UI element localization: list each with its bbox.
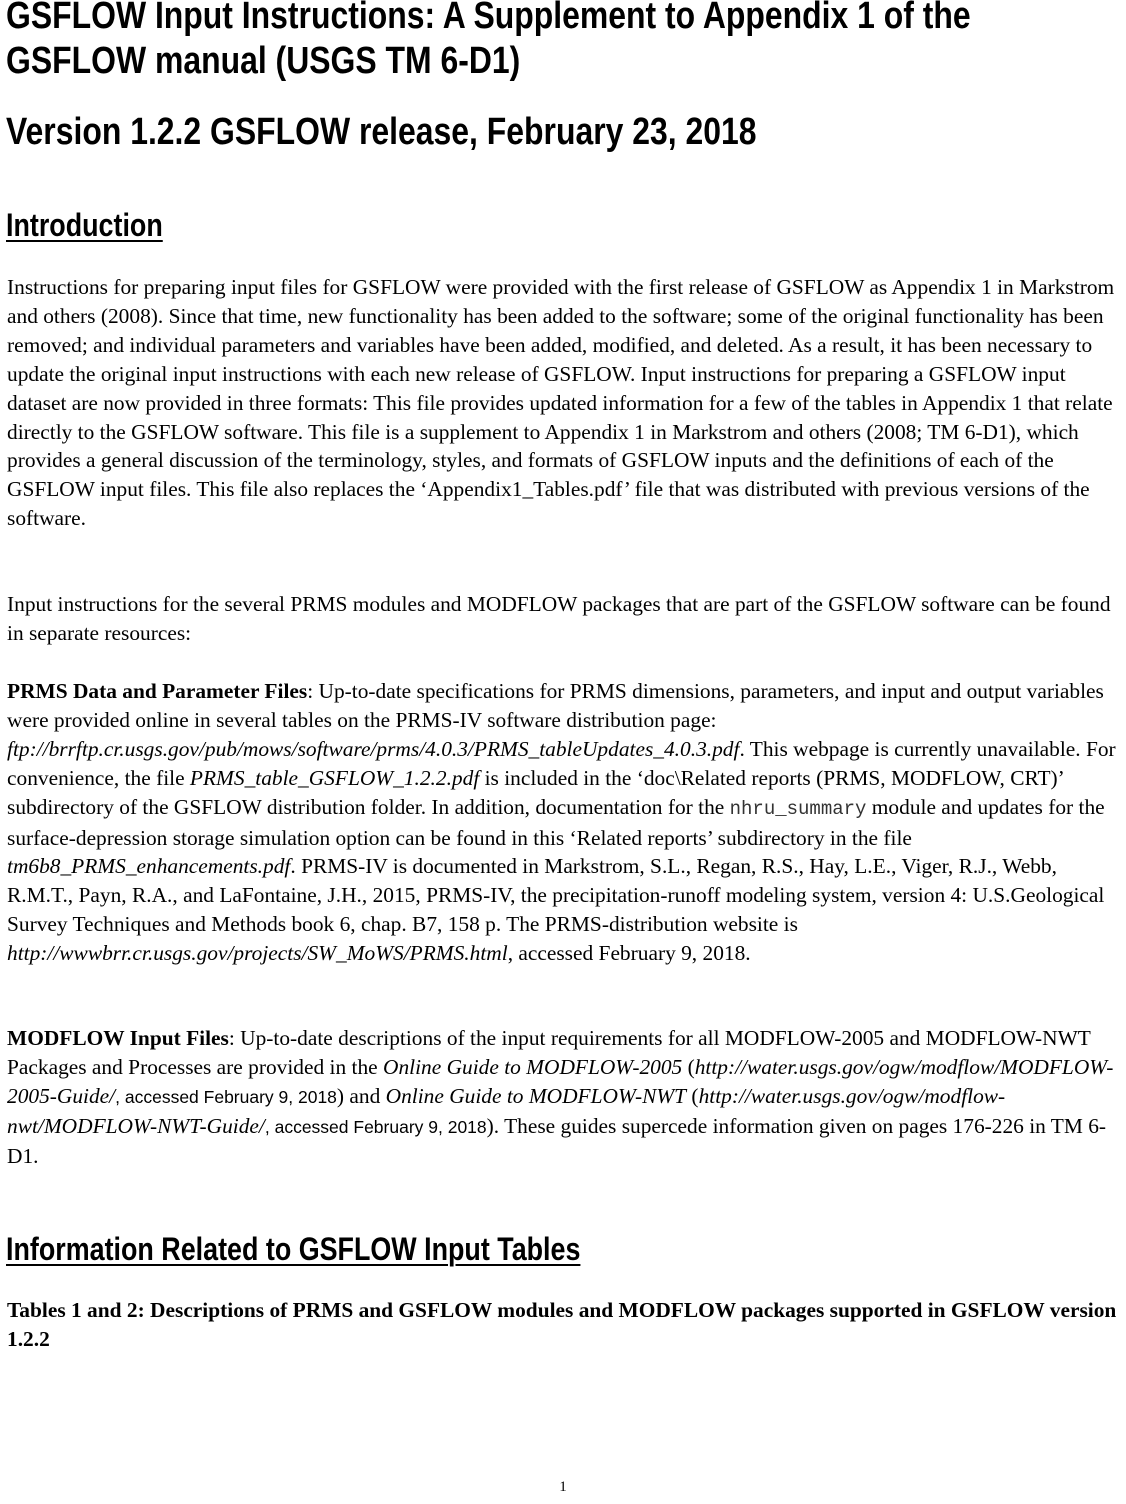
document-title-line-2: GSFLOW manual (USGS TM 6-D1) xyxy=(6,40,521,82)
prms-text-6: , accessed February 9, 2018. xyxy=(507,941,751,966)
tables-1-2-caption: Tables 1 and 2: Descriptions of PRMS and GSFLOW modules and MODFLOW packages supported in GSFLOW version 1.2.2 xyxy=(7,1298,1117,1351)
modflow-nwt-guide-title: Online Guide to MODFLOW-NWT xyxy=(385,1083,687,1108)
document-title-line-1: GSFLOW Input Instructions: A Supplement to Appendix 1 of the xyxy=(6,0,971,37)
introduction-heading: Introduction xyxy=(6,207,163,243)
modflow-nwt-guide-link[interactable]: http://water.usgs.gov/ogw/modflow-nwt/MODFLOW-NWT-Guide/ xyxy=(7,1083,1006,1138)
modflow-nwt-accessed-date: , accessed February 9, 2018 xyxy=(264,1116,487,1137)
prms-text-5: . PRMS-IV is documented in Markstrom, S.L., Regan, R.S., Hay, L.E., Viger, R.J., Webb, R.M.T., Payn, R.A., and LaFontaine, J.H., 2015, PRMS-IV, the precipitation-runoff modeling system, version 4: U.S.Geological Survey Techniques and Methods book 6, chap. B7, 158 p. The PRMS-distribution website is xyxy=(7,854,1105,937)
modflow-text-2: ( xyxy=(682,1054,695,1079)
modflow-2005-accessed-date: , accessed February 9, 2018 xyxy=(115,1086,337,1107)
prms-files-label: PRMS Data and Parameter Files xyxy=(7,679,308,703)
prms-text-2: . This webpage is currently unavailable. For convenience, the file xyxy=(7,736,1116,790)
modflow-2005-guide-title: Online Guide to MODFLOW-2005 xyxy=(383,1054,683,1079)
prms-table-updates-link[interactable]: ftp://brrftp.cr.usgs.gov/pub/mows/software/prms/4.0.3/PRMS_tableUpdates_4.0.3.pdf xyxy=(7,736,740,761)
input-tables-info-heading: Information Related to GSFLOW Input Tables xyxy=(6,1231,581,1267)
prms-text-3: is included in the ‘doc\Related reports (PRMS, MODFLOW, CRT)’ subdirectory of the GSFLOW distribution folder. In addition, documentation for the xyxy=(7,765,1064,819)
prms-text-1: : Up-to-date specifications for PRMS dimensions, parameters, and input and output variables were provided online in several tables on the PRMS-IV software distribution page: xyxy=(7,679,1104,732)
prms-website-link[interactable]: http://wwwbrr.cr.usgs.gov/projects/SW_MoWS/PRMS.html xyxy=(7,941,508,966)
introduction-paragraph-1: Instructions for preparing input files for GSFLOW were provided with the first release of GSFLOW as Appendix 1 in Markstrom and others (2008). Since that time, new functionality has been added to the software; some of the original functionality has been removed; and individual parameters and variables have been added, modified, and deleted. As a result, it has been necessary to update the original input instructions with each new release of GSFLOW. Input instructions for preparing a GSFLOW input dataset are now provided in three formats: This file provides updated information for a few of the tables in Appendix 1 that relate directly to the GSFLOW software. This file is a supplement to Appendix 1 in Markstrom and others (2008; TM 6-D1), which provides a general discussion of the terminology, styles, and formats of GSFLOW inputs and the definitions of each of the GSFLOW input files. This file also replaces the ‘Appendix1_Tables.pdf’ file that was distributed with previous versions of the software. xyxy=(7,275,1115,531)
version-heading: Version 1.2.2 GSFLOW release, February 23, 2018 xyxy=(6,111,757,153)
modflow-text-5: ). These guides supercede information given on pages 176-226 in TM 6-D1. xyxy=(7,1113,1107,1168)
introduction-paragraph-2: Input instructions for the several PRMS modules and MODFLOW packages that are part of the GSFLOW software can be found in separate resources: xyxy=(7,592,1111,645)
prms-files-paragraph xyxy=(7,677,1126,968)
page-number: 1 xyxy=(559,1479,567,1495)
nhru-summary-module-name: nhru_summary xyxy=(729,797,867,820)
modflow-files-paragraph xyxy=(7,1024,1126,1171)
modflow-2005-guide-link[interactable]: http://water.usgs.gov/ogw/modflow/MODFLOW-2005-Guide/ xyxy=(7,1054,1114,1108)
modflow-text-4: ( xyxy=(686,1083,699,1108)
prms-enhancements-file-name: tm6b8_PRMS_enhancements.pdf xyxy=(7,854,291,879)
modflow-text-1: : Up-to-date descriptions of the input requirements for all MODFLOW-2005 and MODFLOW-NWT Packages and Processes are provided in the xyxy=(7,1026,1091,1079)
prms-text-4: module and updates for the surface-depression storage simulation option can be found in this ‘Related reports’ subdirectory in the file xyxy=(7,794,1105,850)
modflow-text-3: ) and xyxy=(336,1083,386,1108)
prms-table-file-name: PRMS_table_GSFLOW_1.2.2.pdf xyxy=(189,765,480,790)
modflow-files-label: MODFLOW Input Files xyxy=(7,1026,229,1050)
